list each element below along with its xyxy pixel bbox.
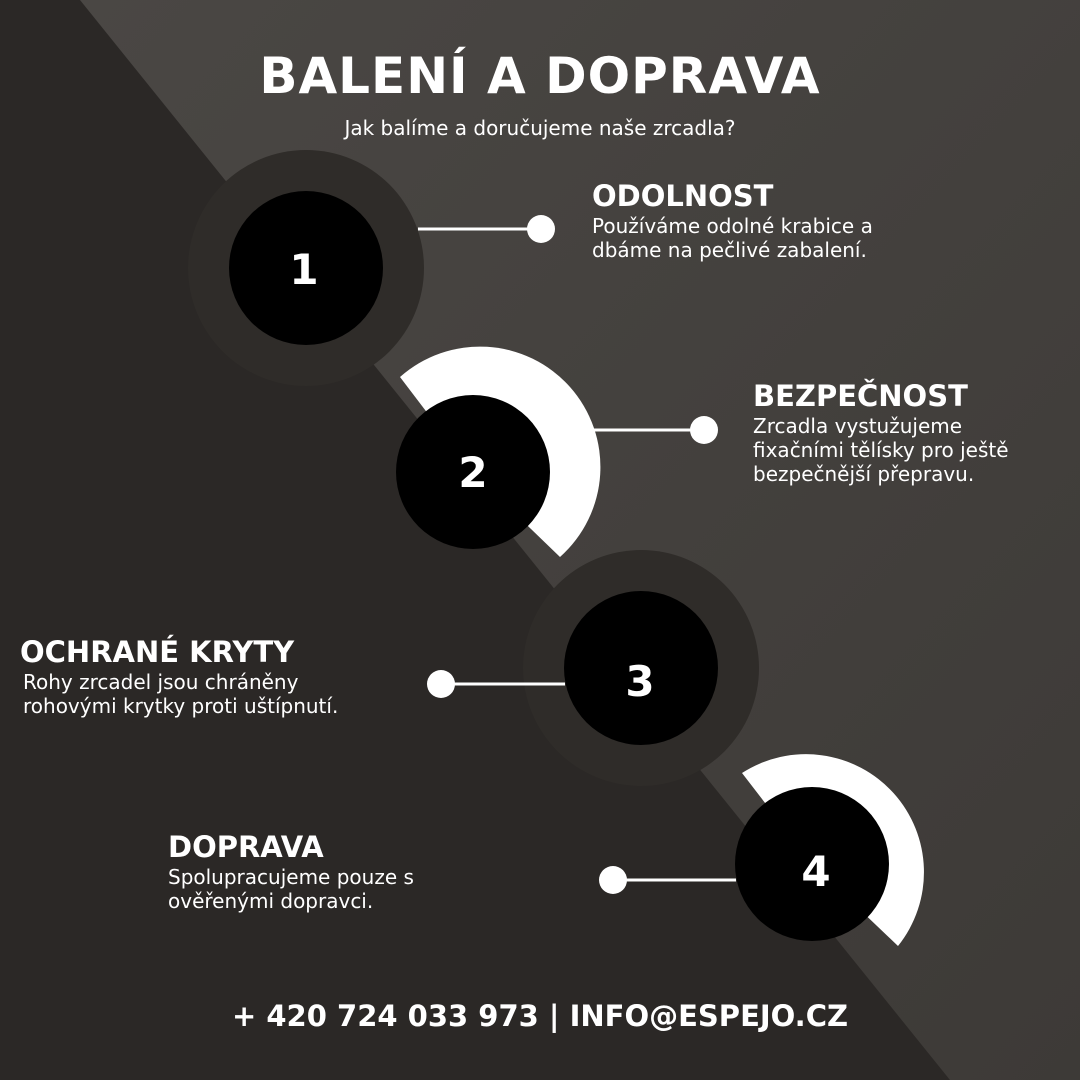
step-3-number: 3 <box>625 657 655 706</box>
page-subtitle: Jak balíme a doručujeme naše zrcadla? <box>344 116 736 140</box>
step-4-desc-line: ověřenými dopravci. <box>168 889 374 913</box>
step-2-desc-line: Zrcadla vystužujeme <box>753 414 963 438</box>
step-1-dot <box>527 215 555 243</box>
step-2-dot <box>690 416 718 444</box>
step-3-heading: OCHRANÉ KRYTY <box>20 635 295 669</box>
step-1-desc-line: dbáme na pečlivé zabalení. <box>592 238 867 262</box>
step-1-text <box>592 178 873 262</box>
step-3-desc-line: Rohy zrcadel jsou chráněny <box>23 670 299 694</box>
step-3-dot <box>427 670 455 698</box>
step-4-number: 4 <box>801 847 831 896</box>
contact-footer: + 420 724 033 973 | INFO@ESPEJO.CZ <box>231 999 849 1033</box>
step-2-text <box>753 378 1009 486</box>
step-1-desc-line: Používáme odolné krabice a <box>592 214 873 238</box>
step-2-desc-line: bezpečnější přepravu. <box>753 462 975 486</box>
step-3-desc-line: rohovými krytky proti uštípnutí. <box>23 694 339 718</box>
step-3-text <box>20 634 338 718</box>
step-1-heading: ODOLNOST <box>592 179 774 213</box>
step-2-heading: BEZPEČNOST <box>753 379 968 413</box>
page-title: BALENÍ A DOPRAVA <box>259 47 821 105</box>
step-4-text <box>168 829 414 913</box>
background-diagonal <box>80 0 1080 1080</box>
step-1-number: 1 <box>289 245 319 294</box>
step-2-desc-line: fixačními tělísky pro ještě <box>753 438 1009 462</box>
step-4-dot <box>599 866 627 894</box>
step-2-number: 2 <box>458 448 488 497</box>
step-4-desc-line: Spolupracujeme pouze s <box>168 865 414 889</box>
step-4-heading: DOPRAVA <box>168 830 324 864</box>
